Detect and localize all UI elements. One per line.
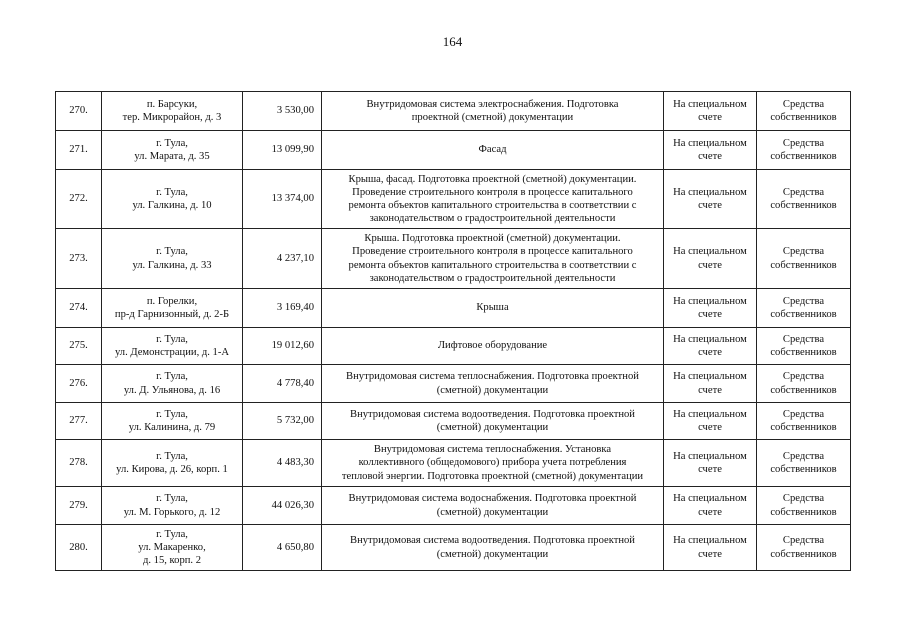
address-line: ул. Кирова, д. 26, корп. 1: [116, 464, 228, 475]
work-type-cell: [322, 328, 664, 365]
funding-source-text: собственников: [770, 548, 837, 560]
funding-source-text: Средства: [782, 295, 825, 307]
address-line: ул. Калинина, д. 79: [128, 422, 216, 433]
address-cell: [102, 289, 243, 328]
address-line: г. Тула,: [156, 333, 188, 345]
table-row: [56, 525, 851, 571]
account-cell: [664, 170, 757, 229]
account-cell: [664, 131, 757, 170]
work-type-cell: [322, 131, 664, 170]
address-line: г. Тула,: [156, 493, 188, 505]
row-number-cell: [56, 525, 102, 571]
address-line: тер. Микрорайон, д. 3: [122, 112, 222, 123]
work-description-line: Крыша: [476, 302, 509, 314]
cost-value: 3 530,00: [276, 105, 314, 117]
account-text: счете: [698, 112, 722, 123]
account-text: На специальном: [673, 137, 747, 149]
account-text: На специальном: [673, 186, 747, 198]
account-text: счете: [698, 151, 722, 162]
account-cell: [664, 365, 757, 403]
funding-source-cell: [757, 403, 851, 440]
work-type-cell: [322, 403, 664, 440]
funding-source-text: Средства: [782, 371, 825, 383]
address-cell: [102, 403, 243, 440]
funding-source-text: Средства: [782, 98, 825, 110]
address-line: г. Тула,: [156, 528, 188, 540]
funding-source-cell: [757, 440, 851, 487]
work-description-line: Внутридомовая система теплоснабжения. Подготовка проектной: [346, 371, 639, 383]
work-description-line: Внутридомовая система электроснабжения. Подготовка: [366, 98, 619, 110]
funding-source-text: собственников: [770, 422, 837, 433]
page-number: 164: [442, 34, 463, 49]
account-cell: [664, 229, 757, 289]
funding-source-cell: [757, 289, 851, 328]
funding-source-text: Средства: [782, 186, 825, 198]
address-line: ул. Макаренко,: [138, 541, 206, 553]
row-number-cell: [56, 487, 102, 525]
funding-source-cell: [757, 229, 851, 289]
address-line: г. Тула,: [156, 137, 188, 149]
address-line: ул. Демонстрации, д. 1-А: [114, 347, 230, 358]
row-number-cell: [56, 92, 102, 131]
work-description-line: Внутридомовая система водоотведения. Подготовка проектной: [350, 535, 635, 547]
row-number-cell: [56, 131, 102, 170]
funding-source-cell: [757, 525, 851, 571]
work-description-line: Крыша. Подготовка проектной (сметной) документации.: [364, 233, 621, 245]
account-text: На специальном: [673, 295, 747, 307]
address-line: п. Барсуки,: [146, 98, 198, 110]
table-row: [56, 365, 851, 403]
cost-cell: [243, 289, 322, 328]
address-cell: [102, 131, 243, 170]
account-text: На специальном: [673, 408, 747, 420]
row-number: 275.: [69, 340, 88, 352]
row-number: 270.: [69, 105, 88, 117]
account-text: На специальном: [673, 246, 747, 258]
cost-value: 5 732,00: [276, 415, 314, 427]
address-cell: [102, 328, 243, 365]
funding-source-text: собственников: [770, 200, 837, 211]
work-type-cell: [322, 365, 664, 403]
address-cell: [102, 365, 243, 403]
account-cell: [664, 525, 757, 571]
account-cell: [664, 487, 757, 525]
funding-source-text: собственников: [770, 347, 837, 358]
cost-cell: [243, 131, 322, 170]
account-cell: [664, 328, 757, 365]
table-row: [56, 92, 851, 131]
row-number: 273.: [69, 252, 88, 264]
funding-source-text: собственников: [770, 151, 837, 162]
row-number-cell: [56, 440, 102, 487]
funding-source-text: собственников: [770, 309, 837, 320]
account-text: счете: [698, 259, 722, 271]
work-description-line: (сметной) документации: [436, 506, 549, 518]
cost-value: 19 012,60: [271, 340, 314, 352]
account-text: счете: [698, 548, 722, 560]
row-number: 272.: [69, 193, 88, 205]
address-line: п. Горелки,: [146, 295, 198, 307]
work-description-line: проектной (сметной) документации: [411, 112, 574, 123]
funding-source-text: Средства: [782, 450, 825, 462]
cost-cell: [243, 525, 322, 571]
address-cell: [102, 92, 243, 131]
address-line: г. Тула,: [156, 450, 188, 462]
funding-source-text: собственников: [770, 464, 837, 475]
address-line: г. Тула,: [156, 186, 188, 198]
address-cell: [102, 525, 243, 571]
funding-source-text: Средства: [782, 137, 825, 149]
row-number-cell: [56, 403, 102, 440]
account-text: На специальном: [673, 333, 747, 345]
row-number: 274.: [69, 302, 88, 314]
table-row: [56, 440, 851, 487]
work-description-line: законодательством о градостроительной деятельности: [369, 213, 616, 225]
cost-value: 4 778,40: [276, 377, 314, 389]
account-text: счете: [698, 384, 722, 396]
row-number-cell: [56, 170, 102, 229]
account-text: На специальном: [673, 98, 747, 110]
work-description-line: ремонта объектов капитального строительства в соответствии с: [348, 200, 637, 211]
work-type-cell: [322, 170, 664, 229]
address-cell: [102, 440, 243, 487]
table-body: [56, 92, 851, 571]
address-line: ул. Галкина, д. 10: [132, 200, 212, 211]
funding-source-text: Средства: [782, 333, 825, 345]
cost-cell: [243, 365, 322, 403]
cost-value: 44 026,30: [271, 499, 314, 511]
row-number: 271.: [69, 144, 88, 156]
account-cell: [664, 289, 757, 328]
account-text: счете: [698, 506, 722, 518]
work-description-line: Проведение строительного контроля в процессе капитального: [352, 186, 633, 198]
row-number: 276.: [69, 377, 88, 389]
address-line: пр-д Гарнизонный, д. 2-Б: [114, 309, 230, 320]
account-text: На специальном: [673, 535, 747, 547]
work-type-cell: [322, 525, 664, 571]
funding-source-cell: [757, 487, 851, 525]
work-description-line: законодательством о градостроительной деятельности: [369, 272, 616, 284]
funding-source-text: Средства: [782, 408, 825, 420]
row-number: 280.: [69, 541, 88, 553]
account-cell: [664, 403, 757, 440]
funding-source-text: Средства: [782, 493, 825, 505]
funding-source-text: собственников: [770, 384, 837, 396]
address-cell: [102, 170, 243, 229]
address-line: г. Тула,: [156, 408, 188, 420]
funding-source-cell: [757, 170, 851, 229]
work-type-cell: [322, 289, 664, 328]
funding-source-text: собственников: [770, 259, 837, 271]
funding-source-text: собственников: [770, 506, 837, 518]
cost-cell: [243, 170, 322, 229]
cost-cell: [243, 328, 322, 365]
cost-value: 13 374,00: [271, 193, 314, 205]
work-description-line: Фасад: [478, 144, 507, 156]
account-text: счете: [698, 200, 722, 211]
row-number-cell: [56, 365, 102, 403]
funding-source-cell: [757, 365, 851, 403]
work-description-line: Лифтовое оборудование: [437, 340, 548, 352]
address-line: ул. М. Горького, д. 12: [123, 506, 221, 518]
works-table: [55, 91, 851, 571]
work-type-cell: [322, 440, 664, 487]
work-description-line: (сметной) документации: [436, 384, 549, 396]
funding-source-cell: [757, 92, 851, 131]
cost-cell: [243, 440, 322, 487]
funding-source-text: собственников: [770, 112, 837, 123]
account-text: На специальном: [673, 371, 747, 383]
address-line: д. 15, корп. 2: [142, 555, 202, 567]
account-text: счете: [698, 464, 722, 475]
row-number-cell: [56, 229, 102, 289]
work-description-line: коллективного (общедомового) прибора учета потребления: [358, 457, 627, 469]
account-text: счете: [698, 422, 722, 433]
cost-cell: [243, 229, 322, 289]
address-line: г. Тула,: [156, 246, 188, 258]
work-description-line: Проведение строительного контроля в процессе капитального: [352, 246, 633, 258]
work-type-cell: [322, 92, 664, 131]
row-number: 277.: [69, 415, 88, 427]
funding-source-text: Средства: [782, 246, 825, 258]
address-line: ул. Д. Ульянова, д. 16: [123, 384, 221, 396]
table-row: [56, 229, 851, 289]
funding-source-cell: [757, 131, 851, 170]
work-description-line: Внутридомовая система водоотведения. Подготовка проектной: [350, 408, 635, 420]
table-row: [56, 403, 851, 440]
cost-value: 3 169,40: [276, 302, 314, 314]
row-number-cell: [56, 328, 102, 365]
row-number: 279.: [69, 499, 88, 511]
table-row: [56, 131, 851, 170]
row-number-cell: [56, 289, 102, 328]
cost-cell: [243, 487, 322, 525]
cost-value: 4 237,10: [276, 252, 314, 264]
work-description-line: Внутридомовая система водоснабжения. Подготовка проектной: [348, 493, 637, 505]
cost-cell: [243, 403, 322, 440]
address-line: ул. Галкина, д. 33: [132, 259, 212, 271]
address-line: г. Тула,: [156, 371, 188, 383]
address-cell: [102, 229, 243, 289]
funding-source-cell: [757, 328, 851, 365]
table-row: [56, 487, 851, 525]
table-row: [56, 328, 851, 365]
work-description-line: тепловой энергии. Подготовка проектной (сметной) документации: [341, 470, 644, 482]
work-description-line: (сметной) документации: [436, 422, 549, 433]
work-type-cell: [322, 229, 664, 289]
table-row: [56, 170, 851, 229]
cost-value: 13 099,90: [271, 144, 314, 156]
account-text: счете: [698, 347, 722, 358]
account-text: На специальном: [673, 450, 747, 462]
cost-value: 4 483,30: [276, 457, 314, 469]
account-text: счете: [698, 309, 722, 320]
address-line: ул. Марата, д. 35: [134, 151, 210, 162]
address-cell: [102, 487, 243, 525]
cost-value: 4 650,80: [276, 541, 314, 553]
account-text: На специальном: [673, 493, 747, 505]
work-description-line: ремонта объектов капитального строительства в соответствии с: [348, 259, 637, 271]
funding-source-text: Средства: [782, 535, 825, 547]
work-description-line: Крыша, фасад. Подготовка проектной (сметной) документации.: [348, 173, 637, 185]
cost-cell: [243, 92, 322, 131]
row-number: 278.: [69, 457, 88, 469]
work-type-cell: [322, 487, 664, 525]
work-description-line: (сметной) документации: [436, 548, 549, 560]
table-row: [56, 289, 851, 328]
work-description-line: Внутридомовая система теплоснабжения. Установка: [373, 444, 612, 456]
account-cell: [664, 92, 757, 131]
account-cell: [664, 440, 757, 487]
